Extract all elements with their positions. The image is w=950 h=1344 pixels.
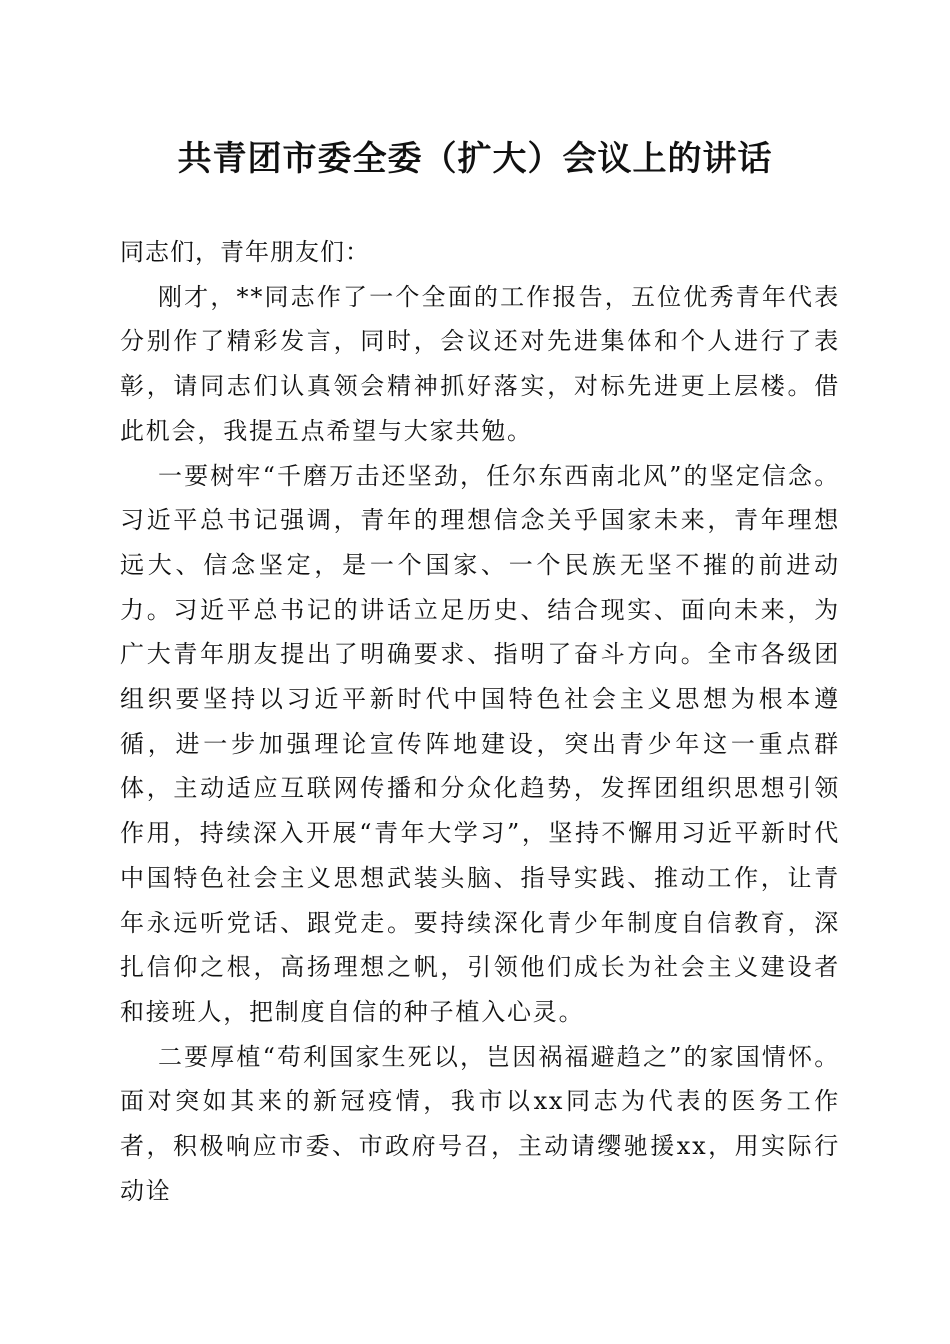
document-body (120, 230, 840, 1213)
salutation: 同志们，青年朋友们： (120, 238, 370, 266)
document-title: 共青团市委全委（扩大）会议上的讲话 (177, 139, 773, 179)
paragraph-point-one: 一要树牢“千磨万击还坚劲，任尔东西南北风”的坚定信念。习近平总书记强调，青年的理想信念关乎国家未来，青年理想远大、信念坚定，是一个国家、一个民族无坚不摧的前进动力。习近平总书记的讲话立足历史、结合现实、面向未来，为广大青年朋友提出了明确要求、指明了奋斗方向。全市各级团组织要坚持以习近平新时代中国特色社会主义思想为根本遵循，进一步加强理论宣传阵地建设，突出青少年这一重点群体，主动适应互联网传播和分众化趋势，发挥团组织思想引领作用，持续深入开展“青年大学习”，坚持不懈用习近平新时代中国特色社会主义思想武装头脑、指导实践、推动工作，让青年永远听党话、跟党走。要持续深化青少年制度自信教育，深扎信仰之根，高扬理想之帆，引领他们成长为社会主义建设者和接班人，把制度自信的种子植入心灵。 (120, 461, 840, 1026)
paragraph-point-two: 二要厚植“苟利国家生死以，岂因祸福避趋之”的家国情怀。面对突如其来的新冠疫情，我市以xx同志为代表的医务工作者，积极响应市委、市政府号召，主动请缨驰援xx，用实际行动诠 (120, 1042, 840, 1205)
paragraph-opening: 刚才，**同志作了一个全面的工作报告，五位优秀青年代表分别作了精彩发言，同时，会议还对先进集体和个人进行了表彰，请同志们认真领会精神抓好落实，对标先进更上层楼。借此机会，我提五点希望与大家共勉。 (120, 282, 840, 445)
